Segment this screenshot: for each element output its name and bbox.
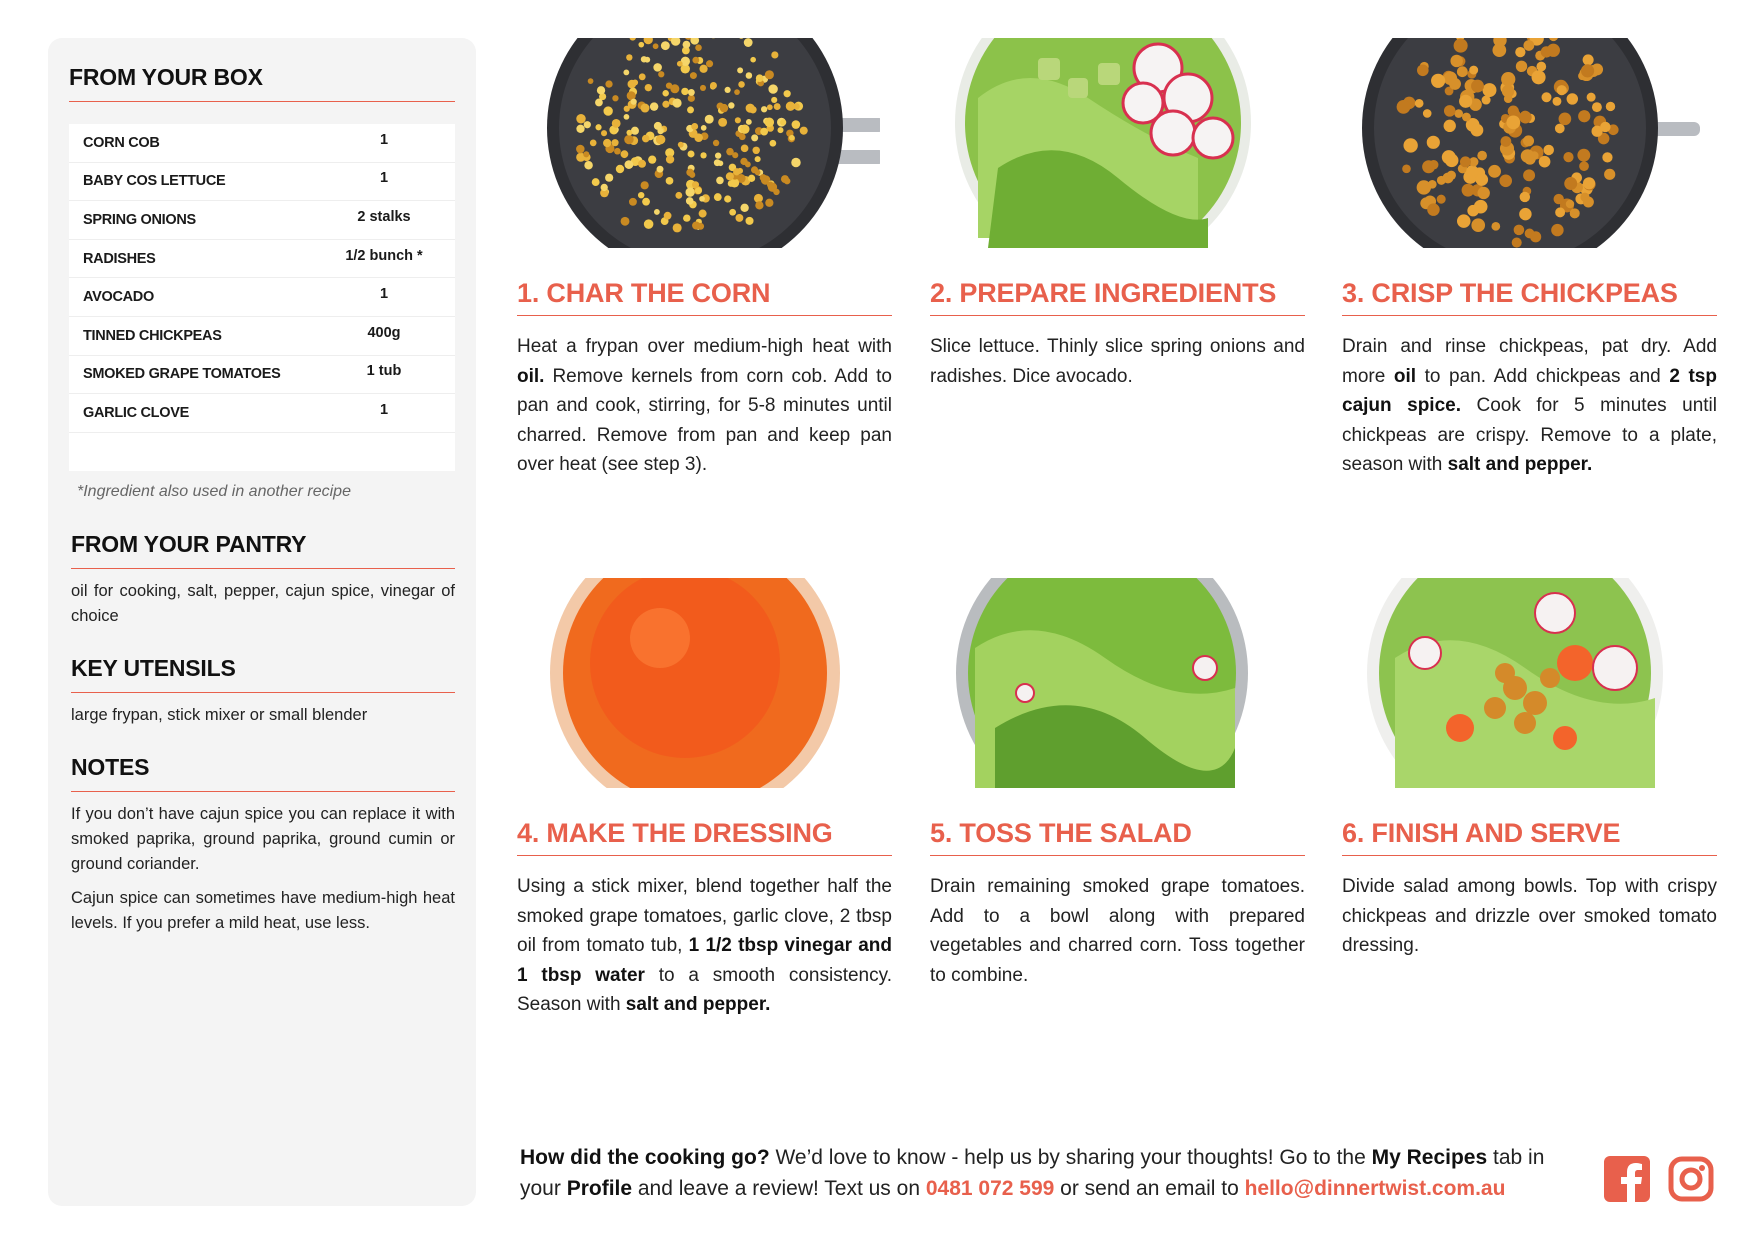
pantry-section <box>71 531 455 629</box>
instagram-link[interactable] <box>1668 1156 1714 1202</box>
ingredient-name: CORN COB <box>83 134 160 151</box>
ingredient-qty: 1 <box>379 286 389 303</box>
step-4-title: 4. MAKE THE DRESSING <box>517 818 892 856</box>
bold-text: My Recipes <box>1371 1146 1488 1169</box>
ingredient-name: AVOCADO <box>83 289 154 306</box>
ingredient-row <box>69 163 455 202</box>
text-run: Drain remaining smoked grape tomatoes. Add to a bowl along with prepared vegetables and charred corn. Toss together to combine. <box>930 876 1305 986</box>
utensils-section <box>71 655 455 728</box>
ingredient-name: TINNED CHICKPEAS <box>83 327 222 344</box>
ingredient-row <box>69 394 455 433</box>
step-4-photo <box>550 578 840 788</box>
step-4-text <box>517 872 892 1020</box>
text-run: Slice lettuce. Thinly slice spring onions and radishes. Dice avocado. <box>930 336 1305 387</box>
text-run: Heat a frypan over medium-high heat with <box>517 336 892 357</box>
ingredient-row <box>69 201 455 240</box>
step-2-title: 2. PREPARE INGREDIENTS <box>930 278 1305 316</box>
facebook-link[interactable] <box>1604 1156 1650 1202</box>
text-run: and leave a review! Text us on <box>632 1177 926 1200</box>
text-run: Drain and rinse chickpeas, pat dry. Add more <box>1342 336 1717 387</box>
pantry-heading: FROM YOUR PANTRY <box>71 531 455 569</box>
ingredient-footnote: *Ingredient also used in another recipe <box>77 482 351 500</box>
bold-text: 2 tsp cajun spice. <box>1342 365 1717 416</box>
notes-heading: NOTES <box>71 754 455 792</box>
step-5 <box>930 818 1305 990</box>
step-3-text <box>1342 332 1717 480</box>
utensils-text: large frypan, stick mixer or small blender <box>71 705 368 724</box>
ingredient-name: RADISHES <box>83 250 156 267</box>
bold-text: salt and pepper. <box>625 994 771 1015</box>
bold-text: salt and pepper. <box>1447 454 1593 475</box>
step-6-photo <box>1365 578 1665 788</box>
step-1-photo <box>540 38 880 248</box>
step-3 <box>1342 278 1717 480</box>
ingredient-qty: 400g <box>367 324 401 341</box>
bold-text: oil. <box>517 365 545 387</box>
ingredient-name: SPRING ONIONS <box>83 211 196 228</box>
text-run: Divide salad among bowls. Top with crispy chickpeas and drizzle over smoked tomato dressing. <box>1342 876 1717 956</box>
text-run: Cook for 5 minutes until chickpeas are crispy. Remove to a plate, season with <box>1342 395 1717 475</box>
pantry-text: oil for cooking, salt, pepper, cajun spice, vinegar of choice <box>71 581 455 625</box>
ingredient-row <box>69 317 455 356</box>
bold-text: How did the cooking go? <box>520 1146 770 1169</box>
step-5-photo <box>955 578 1250 788</box>
step-5-title: 5. TOSS THE SALAD <box>930 818 1305 856</box>
notes-paragraph: If you don’t have cajun spice you can replace it with smoked paprika, ground paprika, ground cumin or ground coriander. <box>71 804 455 873</box>
ingredient-qty: 1 <box>379 401 389 418</box>
ingredient-row <box>69 240 455 279</box>
bold-text: Profile <box>566 1177 633 1200</box>
bold-text: 1 1/2 tbsp vinegar and 1 tbsp water <box>517 935 892 986</box>
step-6-text <box>1342 872 1717 961</box>
notes-paragraph: Cajun spice can sometimes have medium-high heat levels. If you prefer a mild heat, use less. <box>71 888 455 932</box>
utensils-heading: KEY UTENSILS <box>71 655 455 693</box>
ingredient-qty: 1 tub <box>366 363 402 380</box>
instagram-icon <box>1668 1156 1714 1202</box>
step-6-title: 6. FINISH AND SERVE <box>1342 818 1717 856</box>
ingredient-qty: 2 stalks <box>357 208 411 225</box>
step-3-title: 3. CRISP THE CHICKPEAS <box>1342 278 1717 316</box>
ingredient-row <box>69 356 455 395</box>
text-run: tab in your <box>520 1146 1545 1200</box>
ingredients-sidebar <box>48 38 476 1206</box>
ingredient-row <box>69 278 455 317</box>
step-2-text <box>930 332 1305 391</box>
ingredient-name: GARLIC CLOVE <box>83 404 189 421</box>
contact-link[interactable]: hello@dinnertwist.com.au <box>1244 1177 1506 1200</box>
ingredients-table <box>69 124 455 471</box>
step-3-photo <box>1360 38 1700 248</box>
contact-link[interactable]: 0481 072 599 <box>925 1177 1055 1200</box>
ingredient-qty: 1 <box>379 170 389 187</box>
text-run: Remove kernels from corn cob. Add to pan and cook, stirring, for 5-8 minutes until charred. Remove from pan and keep pan over heat (see step 3). <box>517 365 892 475</box>
text-run: We’d love to know - help us by sharing your thoughts! Go to the <box>769 1146 1372 1169</box>
ingredient-name: SMOKED GRAPE TOMATOES <box>83 366 281 383</box>
ingredient-qty: 1/2 bunch * <box>345 247 423 264</box>
ingredient-row <box>69 124 455 163</box>
text-run: to pan. Add chickpeas and <box>1416 365 1670 387</box>
feedback-footer <box>520 1142 1580 1204</box>
notes-section <box>71 754 455 936</box>
step-1-text <box>517 332 892 480</box>
step-2-photo <box>948 38 1258 248</box>
bold-text: oil <box>1393 365 1417 387</box>
step-1-title: 1. CHAR THE CORN <box>517 278 892 316</box>
ingredient-qty: 1 <box>379 131 389 148</box>
step-2 <box>930 278 1305 391</box>
step-4 <box>517 818 892 1020</box>
text-run: or send an email to <box>1054 1177 1245 1200</box>
step-1 <box>517 278 892 480</box>
step-5-text <box>930 872 1305 990</box>
from-your-box-heading: FROM YOUR BOX <box>69 64 455 102</box>
facebook-icon <box>1604 1156 1650 1202</box>
ingredient-name: BABY COS LETTUCE <box>83 173 226 190</box>
text-run: to a smooth consistency. Season with <box>517 964 892 1015</box>
text-run: Using a stick mixer, blend together half the smoked grape tomatoes, garlic clove, 2 tbsp oil from tomato tub, <box>517 876 892 956</box>
step-6 <box>1342 818 1717 961</box>
